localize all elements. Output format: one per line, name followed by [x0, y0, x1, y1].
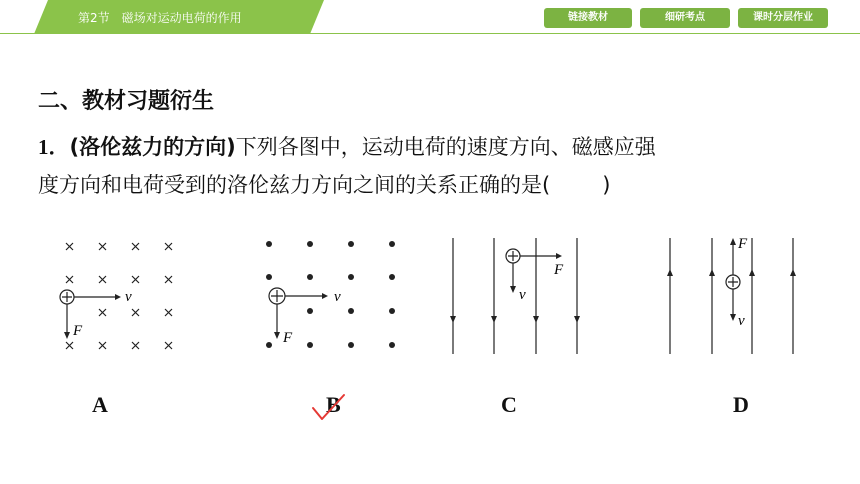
question-number: 1． [38, 135, 70, 159]
nav-study-points-button[interactable]: 细研考点 [640, 8, 730, 28]
section-title: 第2节 磁场对运动电荷的作用 [78, 11, 242, 25]
option-d-label[interactable]: D [733, 392, 749, 417]
section-heading: 二、教材习题衍生 [38, 89, 215, 114]
figure-a-diagram [55, 232, 195, 362]
velocity-label-d: v [738, 313, 745, 329]
figure-b-diagram [260, 232, 410, 362]
figure-a[interactable] [55, 232, 195, 362]
figure-d[interactable] [660, 232, 810, 362]
force-label-a: F [73, 323, 83, 339]
nav-link-textbook-button[interactable]: 链接教材 [544, 8, 632, 28]
velocity-label-a: v [125, 289, 132, 305]
top-bar-divider [0, 33, 860, 34]
question-close-paren: ) [602, 173, 611, 197]
force-label-c: F [554, 262, 564, 278]
figure-b[interactable] [260, 232, 410, 362]
question-line1: 下列各图中，运动电荷的速度方向、磁感应强 [235, 135, 656, 159]
option-b-label[interactable]: B [326, 392, 341, 417]
field-lines-d [670, 238, 793, 354]
velocity-label-b: v [334, 289, 341, 305]
nav-homework-button[interactable]: 课时分层作业 [738, 8, 828, 28]
question-text [38, 128, 838, 204]
force-label-b: F [283, 330, 293, 346]
figure-d-diagram [660, 232, 810, 362]
question-topic: (洛伦兹力的方向) [69, 135, 236, 159]
check-mark-icon [310, 392, 346, 429]
option-a-label[interactable]: A [92, 392, 108, 417]
figure-c[interactable] [440, 232, 590, 362]
question-line2: 度方向和电荷受到的洛伦兹力方向之间的关系正确的是( [38, 173, 551, 197]
top-bar [0, 0, 860, 34]
velocity-label-c: v [519, 287, 526, 303]
figure-c-diagram [440, 232, 590, 362]
option-c-label[interactable]: C [501, 392, 517, 417]
force-label-d: F [738, 236, 748, 252]
